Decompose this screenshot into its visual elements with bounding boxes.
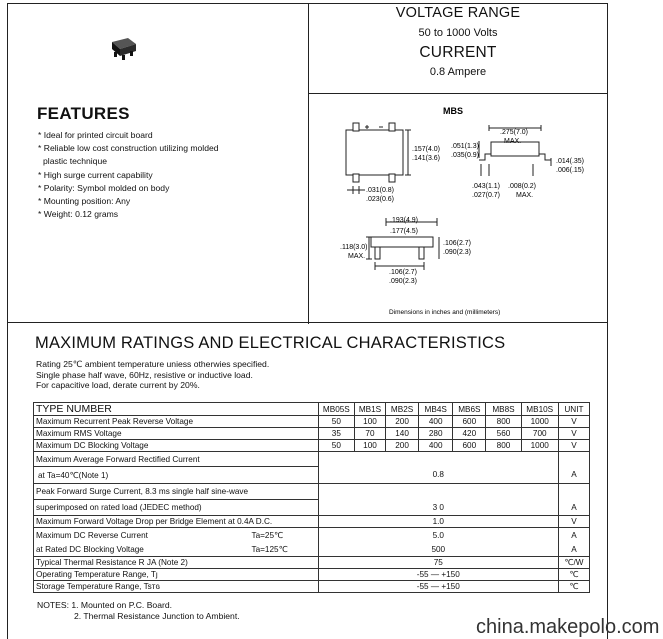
note-line-1: NOTES: 1. Mounted on P.C. Board. xyxy=(37,600,173,610)
ratings-table xyxy=(33,402,590,593)
voltage-range-value: 50 to 1000 Volts xyxy=(418,27,498,39)
cell: 560 xyxy=(486,428,521,440)
cell: 800 xyxy=(486,416,521,428)
section-divider xyxy=(7,322,608,323)
dim-193: .193(4.9) xyxy=(390,217,419,224)
unit-cell: ℃/W xyxy=(558,557,589,569)
intro-line: For capacitive load, derate current by 20%. xyxy=(36,380,200,391)
cell: 400 xyxy=(419,440,453,452)
row-label xyxy=(34,542,319,557)
row-label: Peak Forward Surge Current, 8.3 ms single half sine-wave xyxy=(34,484,319,500)
cell: -55 — +150 xyxy=(318,569,558,581)
ratings-intro xyxy=(36,359,269,391)
unit-cell: A xyxy=(558,467,589,484)
table-row xyxy=(34,467,590,484)
table-row xyxy=(34,452,590,467)
feature-item: * Mounting position: Any xyxy=(38,196,131,207)
frame-right xyxy=(607,3,608,639)
unit-cell: A xyxy=(558,528,589,543)
intro-line: Single phase half wave, 60Hz, resistive or inductive load. xyxy=(36,369,253,380)
dim-max-2: MAX. xyxy=(516,192,534,199)
cell: 3 0 xyxy=(318,500,558,516)
feature-item: * Weight: 0.12 grams xyxy=(38,209,119,220)
package-dimension-drawing xyxy=(309,94,607,322)
cell: 500 xyxy=(318,542,558,557)
cell: 70 xyxy=(354,428,385,440)
ir-label-1: Maximum DC Reverse Current xyxy=(36,530,148,540)
cell: 280 xyxy=(419,428,453,440)
table-header-cell: MB05S xyxy=(318,403,354,416)
table-header-cell: MB10S xyxy=(521,403,558,416)
cell: 75 xyxy=(318,557,558,569)
table-row xyxy=(34,542,590,557)
cell: 600 xyxy=(453,440,486,452)
table-row xyxy=(34,428,590,440)
row-label: at Ta=40℃(Note 1) xyxy=(34,467,319,484)
feature-item: * High surge current capability xyxy=(38,169,153,180)
cell: 35 xyxy=(318,428,354,440)
row-label: Operating Temperature Range, Tȷ xyxy=(34,569,319,581)
features-title: FEATURES xyxy=(37,104,130,123)
table-row xyxy=(34,484,590,500)
dim-031: .031(0.8) xyxy=(366,187,395,194)
cell: 800 xyxy=(486,440,521,452)
row-label: Maximum RMS Voltage xyxy=(34,428,319,440)
dim-027: .027(0.7) xyxy=(472,192,501,199)
cell xyxy=(318,452,558,467)
unit-cell: V xyxy=(558,440,589,452)
cell: 50 xyxy=(318,440,354,452)
unit-cell: A xyxy=(558,500,589,516)
note-line-2: 2. Thermal Resistance Junction to Ambient. xyxy=(74,610,240,621)
table-row xyxy=(34,500,590,516)
row-label: Maximum Recurrent Peak Reverse Voltage xyxy=(34,416,319,428)
table-header-cell: MB8S xyxy=(486,403,521,416)
top-view xyxy=(346,123,411,194)
table-header-cell: UNIT xyxy=(558,403,589,416)
watermark: china.makepolo.com xyxy=(476,616,660,638)
table-row xyxy=(34,416,590,428)
cell xyxy=(558,452,589,467)
table-row xyxy=(34,557,590,569)
dim-090a: .090(2.3) xyxy=(443,249,472,256)
dim-043: .043(1.1) xyxy=(472,183,501,190)
bottom-view xyxy=(366,218,439,270)
cell xyxy=(558,484,589,500)
table-row xyxy=(34,516,590,528)
row-label: Typical Thermal Resistance R JA (Note 2) xyxy=(34,557,319,569)
row-label: Maximum Forward Voltage Drop per Bridge Element at 0.4A D.C. xyxy=(34,516,319,528)
dim-014: .014(.35) xyxy=(556,158,585,165)
dim-023: .023(0.6) xyxy=(366,196,395,203)
dim-max-3: MAX. xyxy=(348,253,366,260)
cell: 50 xyxy=(318,416,354,428)
row-label: Maximum Average Forward Rectified Current xyxy=(34,452,319,467)
current-title: CURRENT xyxy=(419,44,497,61)
table-header-cell: MB4S xyxy=(419,403,453,416)
cell xyxy=(318,484,558,500)
dim-035: .035(0.9) xyxy=(451,152,480,159)
unit-cell: A xyxy=(558,542,589,557)
dim-006: .006(.15) xyxy=(556,167,585,174)
feature-item: plastic technique xyxy=(43,156,108,167)
dimension-caption: Dimensions in inches and (millimeters) xyxy=(389,309,501,316)
frame-left xyxy=(7,3,8,639)
table-row xyxy=(34,581,590,593)
ir-cond-1: Ta=25℃ xyxy=(251,530,284,540)
table-header-cell: TYPE NUMBER xyxy=(34,403,319,416)
row-label: superimposed on rated load (JEDEC method) xyxy=(34,500,319,516)
table-row xyxy=(34,569,590,581)
unit-cell: ℃ xyxy=(558,581,589,593)
dim-106b: .106(2.7) xyxy=(389,269,418,276)
table-header-cell: MB1S xyxy=(354,403,385,416)
feature-item: * Reliable low cost construction utilizing molded xyxy=(38,143,219,154)
notes xyxy=(37,600,240,622)
table-header-cell: MB6S xyxy=(453,403,486,416)
cell: 140 xyxy=(386,428,419,440)
cell: 400 xyxy=(419,416,453,428)
cell: 200 xyxy=(386,416,419,428)
dim-051: .051(1.3) xyxy=(451,143,480,150)
ratings-title: MAXIMUM RATINGS AND ELECTRICAL CHARACTERISTICS xyxy=(35,334,506,352)
cell: 700 xyxy=(521,428,558,440)
dim-106a: .106(2.7) xyxy=(443,240,472,247)
dim-118: .118(3.0) xyxy=(340,244,368,251)
dim-275: .275(7.0) xyxy=(500,129,529,136)
voltage-range-title: VOLTAGE RANGE xyxy=(395,5,521,21)
cell: 200 xyxy=(386,440,419,452)
dim-141: .141(3.6) xyxy=(412,155,441,162)
feature-item: * Ideal for printed circuit board xyxy=(38,130,153,140)
unit-cell: V xyxy=(558,516,589,528)
table-header-row xyxy=(34,403,590,416)
unit-cell: V xyxy=(558,428,589,440)
unit-cell: V xyxy=(558,416,589,428)
current-value: 0.8 Ampere xyxy=(429,66,487,78)
cell: 420 xyxy=(453,428,486,440)
cell: 0.8 xyxy=(318,467,558,484)
package-name: MBS xyxy=(443,106,463,116)
package-chip-icon xyxy=(108,34,140,62)
cell: 5.0 xyxy=(318,528,558,543)
cell: 1.0 xyxy=(318,516,558,528)
table-header-cell: MB2S xyxy=(386,403,419,416)
intro-line: Rating 25℃ ambient temperature uniess otherwies specified. xyxy=(36,359,270,369)
ir-cond-2: Ta=125℃ xyxy=(251,544,288,554)
row-label: Storage Temperature Range, Tsтɢ xyxy=(34,581,319,593)
dim-157: .157(4.0) xyxy=(412,146,441,153)
dim-008: .008(0.2) xyxy=(508,183,537,190)
cell: 100 xyxy=(354,440,385,452)
row-label: Maximum DC Blocking Voltage xyxy=(34,440,319,452)
features-list xyxy=(38,129,219,221)
unit-cell: ℃ xyxy=(558,569,589,581)
dim-max-1: MAX. xyxy=(504,138,522,145)
cell: 1000 xyxy=(521,440,558,452)
row-label xyxy=(34,528,319,543)
table-row xyxy=(34,440,590,452)
table-row xyxy=(34,528,590,543)
cell: 600 xyxy=(453,416,486,428)
dim-177: .177(4.5) xyxy=(390,228,419,235)
cell: 1000 xyxy=(521,416,558,428)
dim-090b: .090(2.3) xyxy=(389,278,418,285)
cell: 100 xyxy=(354,416,385,428)
feature-item: * Polarity: Symbol molded on body xyxy=(38,182,170,193)
cell: -55 — +150 xyxy=(318,581,558,593)
ir-label-2: at Rated DC Blocking Voltage xyxy=(36,544,144,554)
